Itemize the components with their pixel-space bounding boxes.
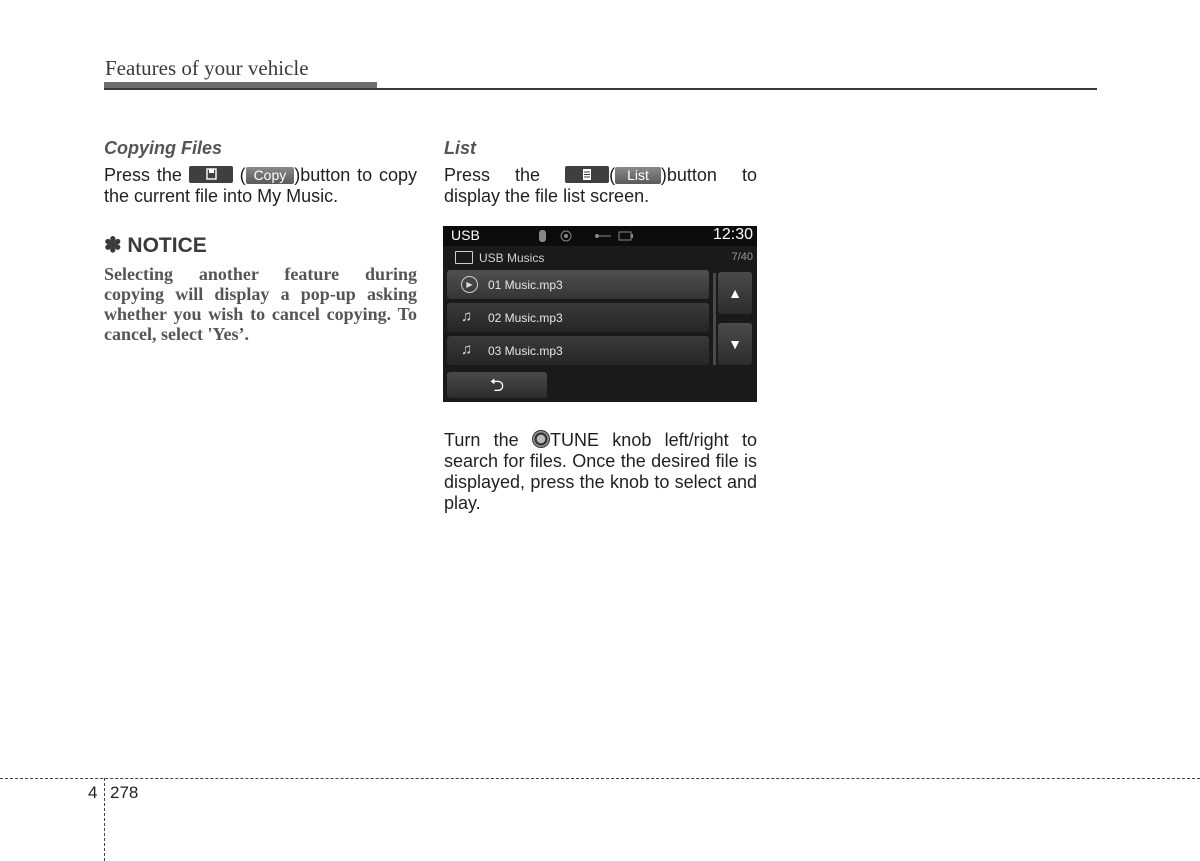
clock: 12:30 [712,226,753,243]
scroll-up-button[interactable]: ▲ [718,272,752,314]
folder-name: USB Musics [479,251,545,265]
notice-body: Selecting another feature during copying will display a pop-up asking whether you wish to cancel copying. To cancel, select 'Yes’. [104,264,417,344]
list-paren-open: ( [609,165,616,185]
chapter-number: 4 [88,783,98,802]
status-bar [443,226,757,246]
folder-icon [455,251,473,264]
file-name: 01 Music.mp3 [488,278,563,292]
copying-paren-open: ( [239,165,246,185]
status-icons-glyph [539,229,639,243]
middle-column [444,138,757,207]
folder-row [443,248,757,268]
music-note-icon: ♫ [461,308,473,325]
copying-files-heading: Copying Files [104,138,223,158]
tune-knob-icon [532,430,550,448]
tune-text-b: TUNE knob left/right to search for files. Once the desired file is displayed, press the knob to select and play. [444,430,757,513]
save-icon-glyph [189,166,233,183]
scroll-down-button[interactable]: ▼ [718,323,752,365]
copying-text-a: Press the [104,165,182,185]
list-heading: List [444,138,477,158]
list-text [444,165,757,207]
notice-title: ✽ NOTICE [104,234,207,257]
list-text-a: Press the [444,165,541,185]
list-icon [565,166,609,183]
copy-button[interactable]: Copy [246,167,295,184]
left-column [104,138,417,344]
usb-list-screen [443,226,757,402]
file-name: 02 Music.mp3 [488,311,563,325]
list-text-b: )button to display the file list screen. [444,165,757,206]
header-rule-thin [104,88,1097,90]
music-note-icon: ♫ [461,341,473,358]
tune-text-a: Turn the [444,430,519,450]
play-icon: ▶ [461,276,478,293]
scrollbar[interactable] [713,273,716,365]
status-icons [539,229,639,246]
copying-text-b: )button to copy the current file into My Music. [104,165,417,206]
back-button[interactable]: ⮌ [447,372,547,398]
copying-files-text [104,165,417,207]
file-name: 03 Music.mp3 [488,344,563,358]
list-icon-glyph [565,166,609,183]
page-header-title: Features of your vehicle [105,56,309,80]
save-icon [189,166,233,183]
file-row-3[interactable] [447,336,709,365]
tune-instructions [444,430,757,514]
file-row-1[interactable] [447,270,709,299]
footer-divider [0,778,1200,779]
source-label: USB [451,227,480,243]
file-count: 7/40 [731,251,753,263]
page-number: 278 [110,783,139,802]
file-row-2[interactable] [447,303,709,332]
footer-vertical-divider [104,778,105,861]
list-button[interactable]: List [615,167,661,184]
